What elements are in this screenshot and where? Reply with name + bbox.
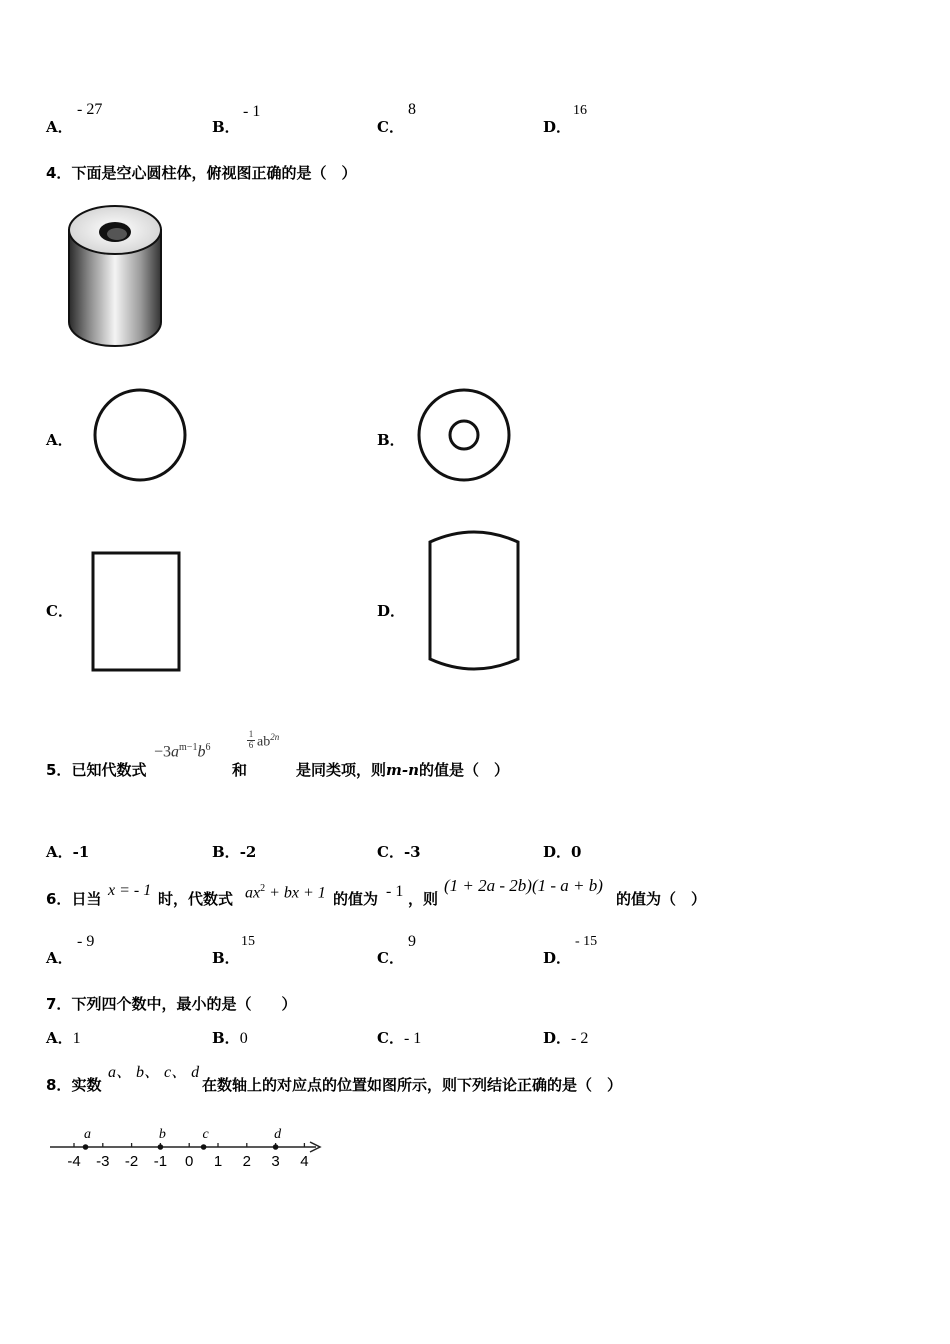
q5-option-c-value: -3 <box>403 843 421 861</box>
number-line-tick-label: 2 <box>242 1153 251 1170</box>
q5-expr1-b: b <box>197 743 206 761</box>
q5-stem-suffix <box>296 759 509 780</box>
q3-option-b-letter: B． <box>212 118 240 136</box>
q5-option-b-letter: B． <box>212 843 240 861</box>
q5-option-d-value: 0 <box>571 843 582 861</box>
q7-option-b-value: 0 <box>239 1030 248 1047</box>
q6-option-d-value: - 15 <box>575 934 598 949</box>
q5-expr2-exp: 2n <box>270 732 280 742</box>
q5-number: 5． <box>46 761 72 779</box>
number-line-point-label-d: d <box>274 1127 282 1142</box>
q5-option-a-letter: A． <box>46 843 73 861</box>
q5-and: 和 <box>232 761 248 779</box>
q4-text: 下面是空心圆柱体，俯视图正确的是（ ） <box>71 164 357 182</box>
q6-value: - 1 <box>386 883 404 900</box>
q6-expression-2: (1 + 2a - 2b)(1 - a + b) <box>444 876 603 895</box>
q5-expr1-a-exp: m−1 <box>179 742 198 753</box>
q5-expr1-b-exp: 6 <box>205 742 211 753</box>
number-line-tick-label: -3 <box>96 1153 110 1170</box>
q3-option-a-value: - 27 <box>77 101 103 118</box>
q7-text: 下列四个数中，最小的是（ ） <box>71 995 297 1013</box>
q7-number: 7． <box>46 995 72 1013</box>
q6-option-b-value: 15 <box>241 934 255 949</box>
q5-expr2-fraction <box>247 730 255 750</box>
q7-option-a <box>46 1027 81 1048</box>
q5-prefix: 已知代数式 <box>71 761 147 779</box>
number-line-tick-label: -4 <box>67 1153 81 1170</box>
q5-stem-prefix <box>46 759 146 780</box>
q7-stem <box>46 993 296 1014</box>
q5-option-b-value: -2 <box>239 843 257 861</box>
number-line-tick-label: -2 <box>124 1153 139 1170</box>
q4-option-d-curved-rectangle-figure <box>426 528 522 678</box>
q5-var: m-n <box>386 761 420 779</box>
q5-option-c-letter: C． <box>377 843 404 861</box>
q5-option-a <box>46 841 89 862</box>
q5-expr1-a: a <box>171 743 180 761</box>
q7-option-d-value: - 2 <box>571 1030 589 1047</box>
q7-option-a-letter: A． <box>46 1029 73 1047</box>
q4-option-c-rectangle-figure <box>90 550 185 675</box>
q3-option-a-letter: A． <box>46 118 73 136</box>
number-line-tick-label: -1 <box>153 1153 168 1170</box>
number-line-figure <box>48 1122 328 1174</box>
q5-expression-1 <box>154 742 210 761</box>
q6-p3: 的值为 <box>333 890 379 908</box>
q8-variables: a、 b、 c、 d <box>108 1064 200 1081</box>
number-line-point-b <box>158 1144 164 1150</box>
number-line-tick-label: 1 <box>213 1153 223 1170</box>
q6-p1: 日当 <box>71 890 102 908</box>
q5-option-d-letter: D． <box>543 843 572 861</box>
number-line-tick-label: 3 <box>271 1153 280 1170</box>
q5-mid: 是同类项，则 <box>296 761 387 779</box>
q6-option-a-letter: A． <box>46 949 73 967</box>
q6-number: 6． <box>46 890 72 908</box>
q5-option-d <box>543 841 581 862</box>
q4-option-a-letter: A． <box>46 431 73 449</box>
q7-option-d-letter: D． <box>543 1029 572 1047</box>
q6-expression <box>245 883 326 902</box>
q8-p1: 实数 <box>71 1076 102 1094</box>
q7-option-d <box>543 1027 588 1048</box>
q3-option-d-letter: D． <box>543 118 572 136</box>
q4-option-b-letter: B． <box>377 431 405 449</box>
q5-expr1-coef: −3 <box>154 743 172 761</box>
q6-expr-sq: 2 <box>260 883 266 894</box>
q6-p4: ，则 <box>408 890 439 908</box>
q4-option-c-letter: C． <box>46 602 73 620</box>
hollow-cylinder-figure <box>66 204 166 349</box>
number-line-point-d <box>273 1144 279 1150</box>
q5-option-c <box>377 841 421 862</box>
q5-option-b <box>212 841 256 862</box>
q6-expr-ax: ax <box>245 884 261 902</box>
q6-option-a-value: - 9 <box>77 933 95 950</box>
q8-p2: 在数轴上的对应点的位置如图所示，则下列结论正确的是（ ） <box>202 1076 623 1094</box>
q7-option-c-letter: C． <box>377 1029 404 1047</box>
number-line-point-label-a: a <box>84 1127 92 1142</box>
q7-option-b <box>212 1027 248 1048</box>
q6-option-b-letter: B． <box>212 949 240 967</box>
q6-condition: x = - 1 <box>108 882 152 899</box>
q3-option-b-value: - 1 <box>243 103 261 120</box>
q7-option-c-value: - 1 <box>403 1030 422 1047</box>
q5-suffix: 的值是（ ） <box>419 761 510 779</box>
q4-option-b-ring-figure <box>414 386 514 486</box>
q5-expr2-ab: ab <box>257 734 271 750</box>
number-line-point-label-b: b <box>158 1127 166 1142</box>
q7-option-b-letter: B． <box>212 1029 240 1047</box>
number-line-point-a <box>83 1144 89 1150</box>
q5-expr2-denominator: 6 <box>248 740 254 750</box>
q6-expr-rest: + bx + 1 <box>265 884 326 902</box>
q3-option-d-value: 16 <box>573 103 587 118</box>
number-line-point-c <box>201 1144 207 1150</box>
q6-option-c-letter: C． <box>377 949 404 967</box>
q5-option-a-value: -1 <box>72 843 90 861</box>
number-line-tick-label: 0 <box>185 1153 194 1170</box>
q4-option-d-letter: D． <box>377 602 406 620</box>
q6-option-d-letter: D． <box>543 949 572 967</box>
q4-stem <box>46 162 356 183</box>
q6-number-p1 <box>46 888 101 909</box>
q4-option-a-circle-figure <box>90 386 190 486</box>
q8-number-p1 <box>46 1074 101 1095</box>
q3-option-c-value: 8 <box>408 101 416 118</box>
q6-option-c-value: 9 <box>408 933 416 950</box>
q4-number: 4． <box>46 164 72 182</box>
q6-p5: 的值为（ ） <box>616 890 707 908</box>
q3-option-c-letter: C． <box>377 118 404 136</box>
q7-option-a-value: 1 <box>72 1030 81 1047</box>
number-line-point-label-c: c <box>202 1127 209 1142</box>
q7-option-c <box>377 1027 421 1048</box>
q5-expr2-numerator: 1 <box>248 729 254 739</box>
q5-expression-2 <box>257 732 279 751</box>
q6-p2: 时，代数式 <box>158 890 234 908</box>
q8-number: 8． <box>46 1076 72 1094</box>
number-line-tick-label: 4 <box>300 1153 309 1170</box>
